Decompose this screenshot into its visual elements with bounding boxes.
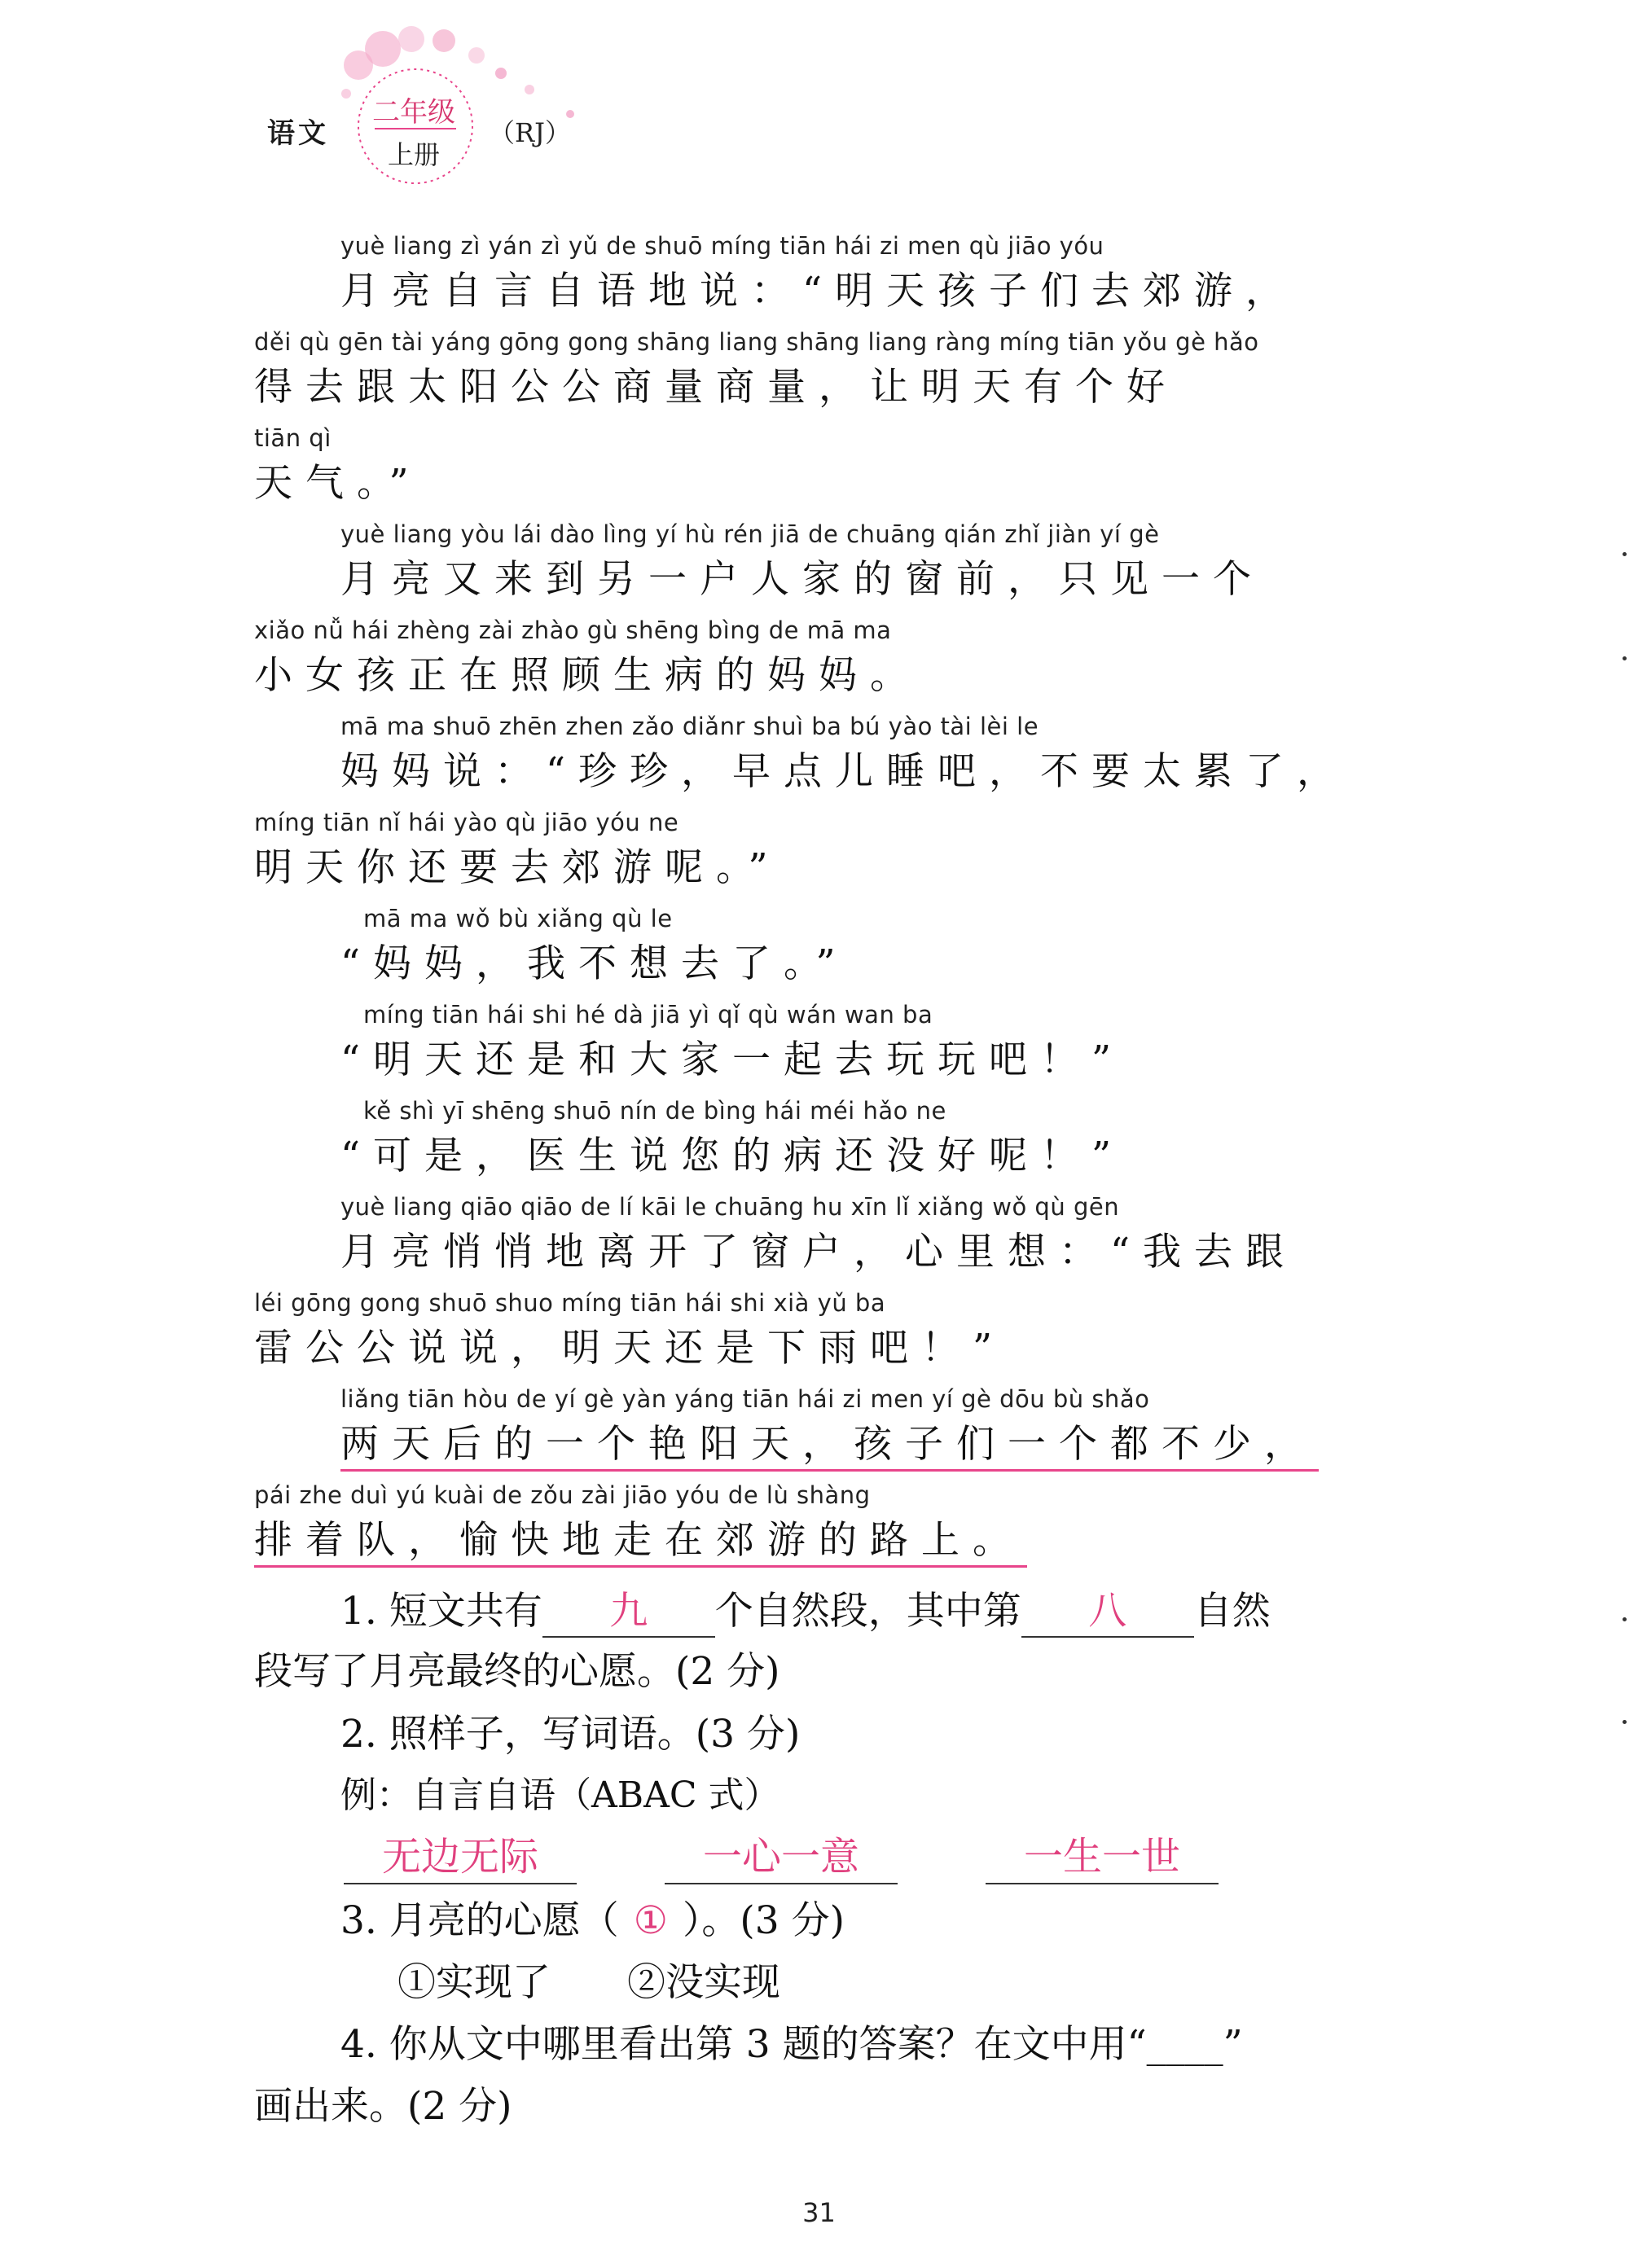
pinyin-line: liǎng tiān hòu de yí gè yàn yáng tiān hái zi men yí gè dōu bù shǎo <box>340 1385 1150 1413</box>
answer-blank-2[interactable]: 八 <box>1021 1587 1194 1638</box>
pinyin-line: yuè liang qiāo qiāo de lí kāi le chuāng hu xīn lǐ xiǎng wǒ qù gēn <box>340 1193 1120 1221</box>
term-label: 上册 <box>387 139 440 170</box>
passage-line <box>254 322 1386 419</box>
passage-line <box>254 803 1386 899</box>
passage-line-underlined <box>254 1380 1386 1476</box>
reading-passage <box>254 226 1386 1572</box>
pinyin-line: míng tiān hái shi hé dà jiā yì qǐ qù wán wan ba <box>363 1001 933 1029</box>
passage-line-underlined <box>254 1476 1386 1572</box>
pinyin-line: mā ma wǒ bù xiǎng qù le <box>363 905 673 932</box>
hanzi-line: 明天你还要去郊游呢。” <box>254 845 781 890</box>
question-4: 4. 你从文中哪里看出第 3 题的答案？在文中用“____” <box>340 2022 1243 2067</box>
passage-line <box>254 1187 1386 1283</box>
answer-word-1[interactable]: 无边无际 <box>344 1831 577 1884</box>
answer-word-2[interactable]: 一心一意 <box>665 1831 898 1884</box>
question-2-answers <box>254 1827 1476 1888</box>
subject-label: 语文 <box>267 117 329 150</box>
question-2-title: 2. 照样子，写词语。(3 分) <box>340 1712 801 1757</box>
pinyin-line: míng tiān nǐ hái yào qù jiāo yóu ne <box>254 809 679 836</box>
passage-line <box>254 707 1386 803</box>
question-4-line2: 画出来。(2 分) <box>254 2084 512 2129</box>
hanzi-line: “妈妈，我不想去了。” <box>340 941 849 986</box>
page-number: 31 <box>802 2197 836 2228</box>
passage-line <box>254 226 1386 322</box>
answer-choice[interactable]: ① <box>633 1898 668 1943</box>
passage-line <box>254 899 1386 995</box>
question-3: 3. 月亮的心愿（ ① ）。(3 分) <box>340 1898 845 1943</box>
question-3-options: ①实现了 ②没实现 <box>397 1960 780 2005</box>
pinyin-line: yuè liang zì yán zì yǔ de shuō míng tiān hái zi men qù jiāo yóu <box>340 232 1104 260</box>
passage-line <box>254 515 1386 611</box>
pinyin-line: pái zhe duì yú kuài de zǒu zài jiāo yóu de lù shàng <box>254 1481 871 1509</box>
hanzi-line: “可是，医生说您的病还没好呢！” <box>340 1134 1125 1178</box>
question-1: 1. 短文共有 九 个自然段，其中第 八 自然 <box>254 1581 1386 1642</box>
margin-dot <box>1623 552 1627 556</box>
pinyin-line: tiān qì <box>254 424 332 452</box>
margin-dot <box>1623 1720 1627 1724</box>
hanzi-line: 雷公公说说，明天还是下雨吧！” <box>254 1326 1006 1371</box>
hanzi-line: “明天还是和大家一起去玩玩吧！” <box>340 1037 1125 1082</box>
pinyin-line: děi qù gēn tài yáng gōng gong shāng liang shāng liang ràng míng tiān yǒu gè hǎo <box>254 328 1259 356</box>
hanzi-line: 小女孩正在照顾生病的妈妈。 <box>254 653 921 698</box>
hanzi-line: 月亮悄悄地离开了窗户，心里想：“我去跟 <box>340 1230 1298 1274</box>
hanzi-line: 得去跟太阳公公商量商量，让明天有个好 <box>254 365 1178 410</box>
hanzi-line-underlined: 排着队，愉快地走在郊游的路上。 <box>254 1516 1027 1568</box>
pinyin-line: léi gōng gong shuō shuo míng tiān hái shi xià yǔ ba <box>254 1289 886 1317</box>
pinyin-line: kě shì yī shēng shuō nín de bìng hái méi hǎo ne <box>363 1097 946 1125</box>
question-2-example: 例：自言自语（ABAC 式） <box>340 1774 780 1816</box>
passage-line <box>254 611 1386 707</box>
margin-dot <box>1623 656 1627 660</box>
question-1-line2: 段写了月亮最终的心愿。(2 分) <box>254 1649 780 1694</box>
hanzi-line: 妈妈说：“珍珍，早点儿睡吧，不要太累了， <box>340 749 1349 794</box>
margin-dot <box>1623 1617 1627 1621</box>
hanzi-line: 天气。” <box>254 461 422 506</box>
passage-line <box>254 419 1386 515</box>
hanzi-line: 月亮自言自语地说：“明天孩子们去郊游， <box>340 269 1298 314</box>
grade-label: 二年级 <box>372 96 455 129</box>
edition-label: （RJ） <box>489 117 571 148</box>
passage-line <box>254 1091 1386 1187</box>
passage-line <box>254 1283 1386 1380</box>
answer-word-3[interactable]: 一生一世 <box>986 1831 1219 1884</box>
hanzi-line-underlined: 两天后的一个艳阳天，孩子们一个都不少， <box>340 1420 1319 1472</box>
pinyin-line: mā ma shuō zhēn zhen zǎo diǎnr shuì ba bú yào tài lèi le <box>340 713 1039 740</box>
hanzi-line: 月亮又来到另一户人家的窗前，只见一个 <box>340 557 1264 602</box>
pinyin-line: xiǎo nǚ hái zhèng zài zhào gù shēng bìng de mā ma <box>254 616 892 644</box>
answer-blank-1[interactable]: 九 <box>542 1587 715 1638</box>
pinyin-line: yuè liang yòu lái dào lìng yí hù rén jiā de chuāng qián zhǐ jiàn yí gè <box>340 520 1160 548</box>
passage-line <box>254 995 1386 1091</box>
